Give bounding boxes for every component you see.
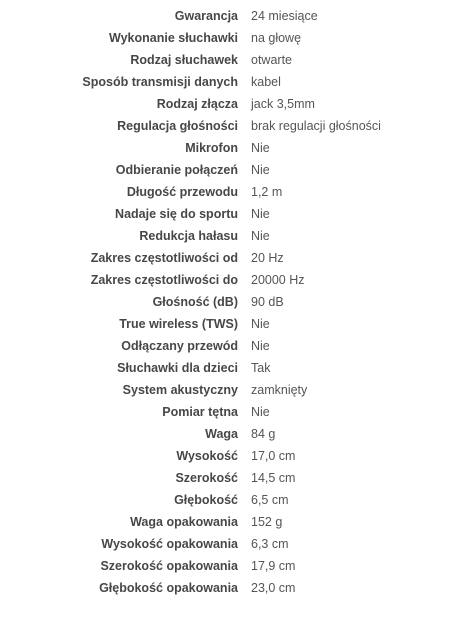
spec-label: Rodzaj słuchawek [130,53,238,67]
spec-row-waga-opakowania [0,511,475,533]
spec-value: 23,0 cm [251,581,296,595]
spec-value: 6,5 cm [251,493,289,507]
spec-row-rodzaj-sluchawek [0,49,475,71]
spec-label: Słuchawki dla dzieci [117,361,238,375]
spec-label: Wykonanie słuchawki [109,31,238,45]
spec-label: Rodzaj złącza [156,97,238,111]
spec-label: True wireless (TWS) [119,317,238,331]
spec-value: 14,5 cm [251,471,296,485]
spec-label: Regulacja głośności [117,119,238,133]
spec-value: 152 g [251,515,283,529]
spec-label: Zakres częstotliwości do [90,273,238,287]
spec-label: Głębokość [174,493,238,507]
spec-row-sluchawki-dla-dzieci [0,357,475,379]
spec-value: jack 3,5mm [251,97,315,111]
spec-row-wysokosc [0,445,475,467]
spec-value: Nie [251,163,270,177]
spec-label: Długość przewodu [126,185,238,199]
spec-row-pomiar-tetna [0,401,475,423]
spec-value: zamknięty [251,383,308,397]
spec-label: Mikrofon [185,141,238,155]
spec-label: Redukcja hałasu [139,229,238,243]
spec-value: 20 Hz [251,251,284,265]
spec-row-glosnosc-db [0,291,475,313]
spec-value: 20000 Hz [251,273,305,287]
spec-value: Nie [251,141,270,155]
spec-value: kabel [251,75,281,89]
spec-value: na głowę [251,31,302,45]
spec-row-zakres-do [0,269,475,291]
spec-row-wysokosc-opakowania [0,533,475,555]
spec-row-glebokosc [0,489,475,511]
spec-value: Nie [251,405,270,419]
spec-label: Szerokość [175,471,238,485]
spec-row-waga [0,423,475,445]
spec-label: Gwarancja [174,9,238,23]
spec-row-dlugosc-przewodu [0,181,475,203]
spec-row-odlaczany-przewod [0,335,475,357]
spec-value: Tak [251,361,271,375]
spec-value: otwarte [251,53,292,67]
spec-value: 6,3 cm [251,537,289,551]
spec-value: 84 g [251,427,276,441]
spec-label: Odbieranie połączeń [115,163,238,177]
spec-label: Wysokość [176,449,238,463]
spec-row-redukcja-halasu [0,225,475,247]
spec-row-szerokosc-opakowania [0,555,475,577]
spec-label: Odłączany przewód [121,339,238,353]
spec-label: Nadaje się do sportu [115,207,238,221]
spec-row-szerokosc [0,467,475,489]
spec-value: Nie [251,317,270,331]
spec-value: 17,9 cm [251,559,296,573]
spec-row-odbieranie-polaczen [0,159,475,181]
spec-label: Wysokość opakowania [101,537,238,551]
spec-label: Sposób transmisji danych [82,75,238,89]
spec-label: Głębokość opakowania [99,581,238,595]
spec-row-sposob-transmisji [0,71,475,93]
spec-row-glebokosc-opakowania [0,577,475,599]
spec-value: 17,0 cm [251,449,296,463]
spec-label: Szerokość opakowania [100,559,238,573]
spec-row-zakres-od [0,247,475,269]
spec-row-regulacja-glosnosci [0,115,475,137]
spec-row-system-akustyczny [0,379,475,401]
spec-value: Nie [251,339,270,353]
spec-row-nadaje-sie-do-sportu [0,203,475,225]
spec-row-mikrofon [0,137,475,159]
spec-label: Zakres częstotliwości od [90,251,238,265]
spec-label: Waga opakowania [130,515,238,529]
spec-value: 90 dB [251,295,284,309]
spec-row-rodzaj-zlacza [0,93,475,115]
spec-value: Nie [251,229,270,243]
spec-value: 1,2 m [251,185,283,199]
spec-label: Waga [205,427,238,441]
spec-value: brak regulacji głośności [251,119,381,133]
spec-row-wykonanie-sluchawki [0,27,475,49]
spec-label: System akustyczny [122,383,238,397]
spec-value: Nie [251,207,270,221]
spec-row-gwarancja [0,5,475,27]
spec-row-true-wireless [0,313,475,335]
spec-label: Pomiar tętna [162,405,238,419]
spec-value: 24 miesiące [251,9,318,23]
spec-label: Głośność (dB) [152,295,238,309]
